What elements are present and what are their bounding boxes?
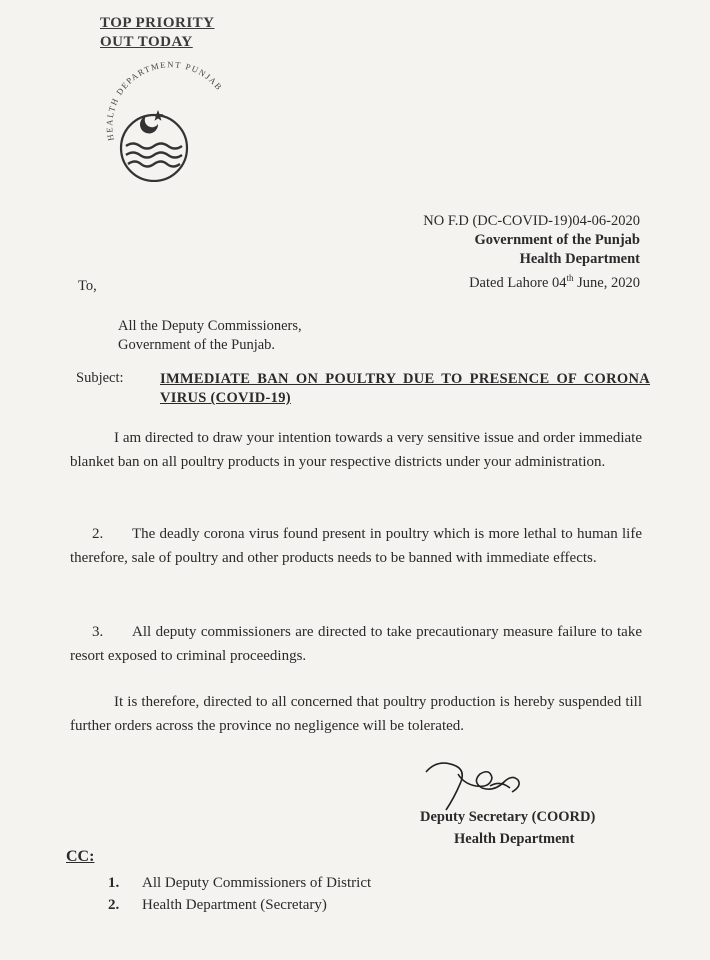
cc-item-number: 2. bbox=[108, 897, 120, 913]
priority-line-2: OUT TODAY bbox=[100, 34, 193, 50]
to-label: To, bbox=[78, 278, 97, 294]
cc-item bbox=[108, 872, 371, 894]
paragraph-1: I am directed to draw your intention towards a very sensitive issue and order immediate blanket ban on all poultry products in your respective districts under your administration. bbox=[70, 430, 642, 470]
priority-stamp bbox=[100, 14, 215, 52]
cc-label: CC: bbox=[66, 848, 95, 865]
cc-item-text: All Deputy Commissioners of District bbox=[142, 875, 372, 891]
cc-item-number: 1. bbox=[108, 875, 120, 891]
svg-text:HEALTH DEPARTMENT PUNJAB bbox=[104, 59, 225, 141]
paragraph-3-text: All deputy commissioners are directed to take precautionary measure failure to take resort exposed to criminal proceedings. bbox=[70, 624, 642, 664]
signatory-title: Deputy Secretary (COORD) bbox=[420, 809, 596, 825]
addressee-block bbox=[118, 317, 302, 355]
signatory-department: Health Department bbox=[454, 831, 575, 847]
signatory-block bbox=[420, 806, 630, 850]
paragraph-3 bbox=[70, 620, 642, 668]
subject-label: Subject: bbox=[76, 370, 124, 386]
reference-block bbox=[380, 212, 640, 293]
punjab-seal-icon bbox=[92, 52, 242, 182]
paragraph-2-text: The deadly corona virus found present in poultry which is more lethal to human life therefore, sale of poultry and other products needs to be banned with immediate effects. bbox=[70, 526, 642, 566]
reference-number: NO F.D (DC-COVID-19)04-06-2020 bbox=[423, 213, 640, 229]
government-name: Government of the Punjab bbox=[474, 232, 640, 248]
department-name: Health Department bbox=[519, 251, 640, 267]
date-ordinal: th bbox=[566, 273, 574, 283]
paragraph-4: It is therefore, directed to all concerned that poultry production is hereby suspended till further orders across the province no negligence will be tolerated. bbox=[70, 694, 642, 734]
addressee-line-1: All the Deputy Commissioners, bbox=[118, 318, 302, 334]
subject-text: IMMEDIATE BAN ON POULTRY DUE TO PRESENCE OF CORONA VIRUS (COVID-19) bbox=[160, 371, 650, 406]
priority-line-1: TOP PRIORITY bbox=[100, 15, 215, 31]
date-prefix: Dated Lahore 04 bbox=[469, 274, 567, 291]
seal-text: HEALTH DEPARTMENT PUNJAB bbox=[104, 59, 225, 142]
date-suffix: June, 2020 bbox=[573, 274, 640, 291]
letter-date bbox=[380, 269, 640, 293]
addressee-line-2: Government of the Punjab. bbox=[118, 337, 276, 353]
paragraph-3-number: 3. bbox=[92, 624, 104, 640]
cc-item-text: Health Department (Secretary) bbox=[142, 897, 327, 913]
paragraph-2-number: 2. bbox=[92, 526, 104, 542]
paragraph-2 bbox=[70, 522, 642, 570]
cc-item bbox=[108, 894, 371, 916]
cc-list bbox=[108, 872, 371, 916]
